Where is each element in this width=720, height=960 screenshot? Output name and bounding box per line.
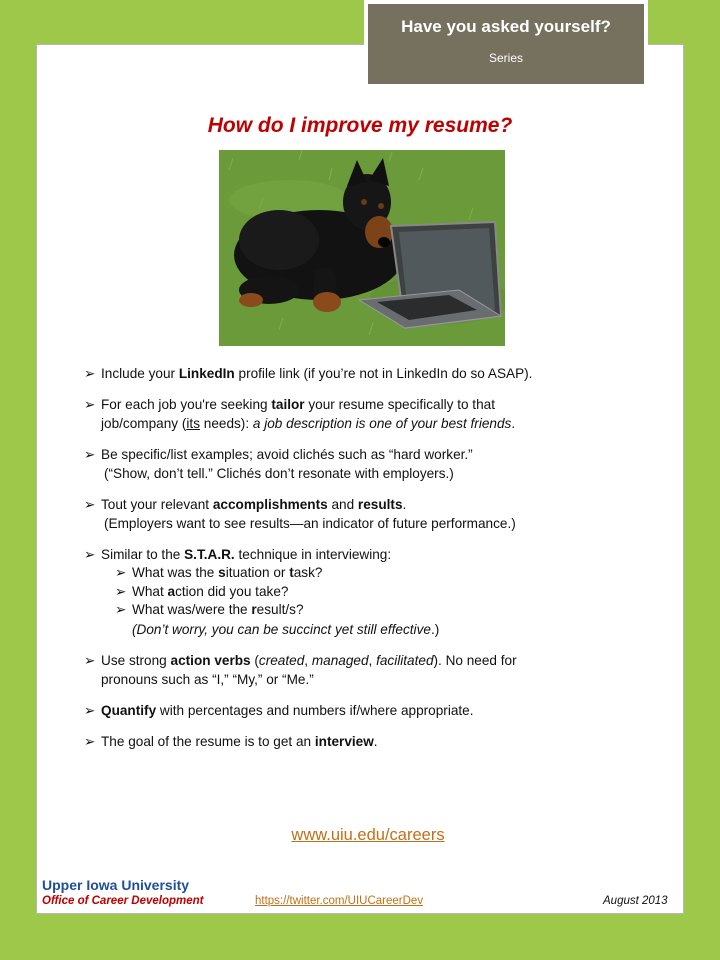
arrow-bullet-icon: ➢: [84, 733, 96, 749]
arrow-bullet-icon: ➢: [84, 366, 96, 381]
publication-date: August 2013: [603, 895, 668, 907]
arrow-bullet-icon: ➢: [84, 547, 96, 562]
office-name: Office of Career Development: [42, 895, 204, 907]
arrow-bullet-icon: ➢: [115, 602, 127, 617]
list-item: ➢ Similar to the S.T.A.R. technique in interviewing: ➢ What was the situation or task? ➢ What action did you take? ➢ What was/were the result/s? (Don’t worry, you can be succinct yet still effective.): [84, 545, 684, 639]
list-item: ➢ Use strong action verbs (created, managed, facilitated). No need for pronouns such as “I,” “My,” or “Me.”: [84, 652, 517, 687]
series-banner: [364, 0, 648, 88]
list-item: ➢ Tout your relevant accomplishments and results. (Employers want to see results—an indicator of future performance.): [84, 497, 516, 531]
list-item: ➢ For each job you're seeking tailor your resume specifically to that job/company (its needs): a job description is one of your best friends.: [84, 397, 516, 431]
arrow-bullet-icon: ➢: [84, 397, 96, 412]
star-item-action: ➢ What action did you take?: [84, 583, 684, 602]
list-item: ➢ Quantify with percentages and numbers if/where appropriate.: [84, 702, 474, 718]
arrow-bullet-icon: ➢: [84, 702, 96, 718]
star-item-result: ➢ What was/were the result/s?: [84, 601, 684, 620]
arrow-bullet-icon: ➢: [84, 447, 96, 462]
star-note: (Don’t worry, you can be succinct yet still effective.): [132, 621, 440, 637]
university-name: Upper Iowa University: [42, 877, 190, 893]
twitter-link[interactable]: https://twitter.com/UIUCareerDev: [255, 895, 424, 907]
arrow-bullet-icon: ➢: [115, 565, 127, 580]
arrow-bullet-icon: ➢: [84, 652, 96, 668]
star-item-situation: ➢ What was the situation or task?: [84, 564, 684, 583]
tips-list: [84, 364, 684, 763]
photo-illustration: [219, 150, 505, 346]
series-subtitle: Series: [488, 51, 523, 65]
list-item: ➢ The goal of the resume is to get an interview.: [84, 733, 378, 749]
list-item: ➢ Be specific/list examples; avoid clichés such as “hard worker.” (“Show, don’t tell.” Clichés don’t resonate with employers.): [84, 447, 473, 481]
page-title: How do I improve my resume?: [207, 114, 513, 137]
list-item: ➢ Include your LinkedIn profile link (if you’re not in LinkedIn do so ASAP).: [84, 366, 533, 381]
series-title: Have you asked yourself?: [401, 17, 611, 36]
arrow-bullet-icon: ➢: [84, 497, 96, 512]
dog-laptop-photo: [219, 150, 505, 346]
careers-website-link[interactable]: www.uiu.edu/careers: [291, 826, 445, 844]
arrow-bullet-icon: ➢: [115, 583, 127, 599]
